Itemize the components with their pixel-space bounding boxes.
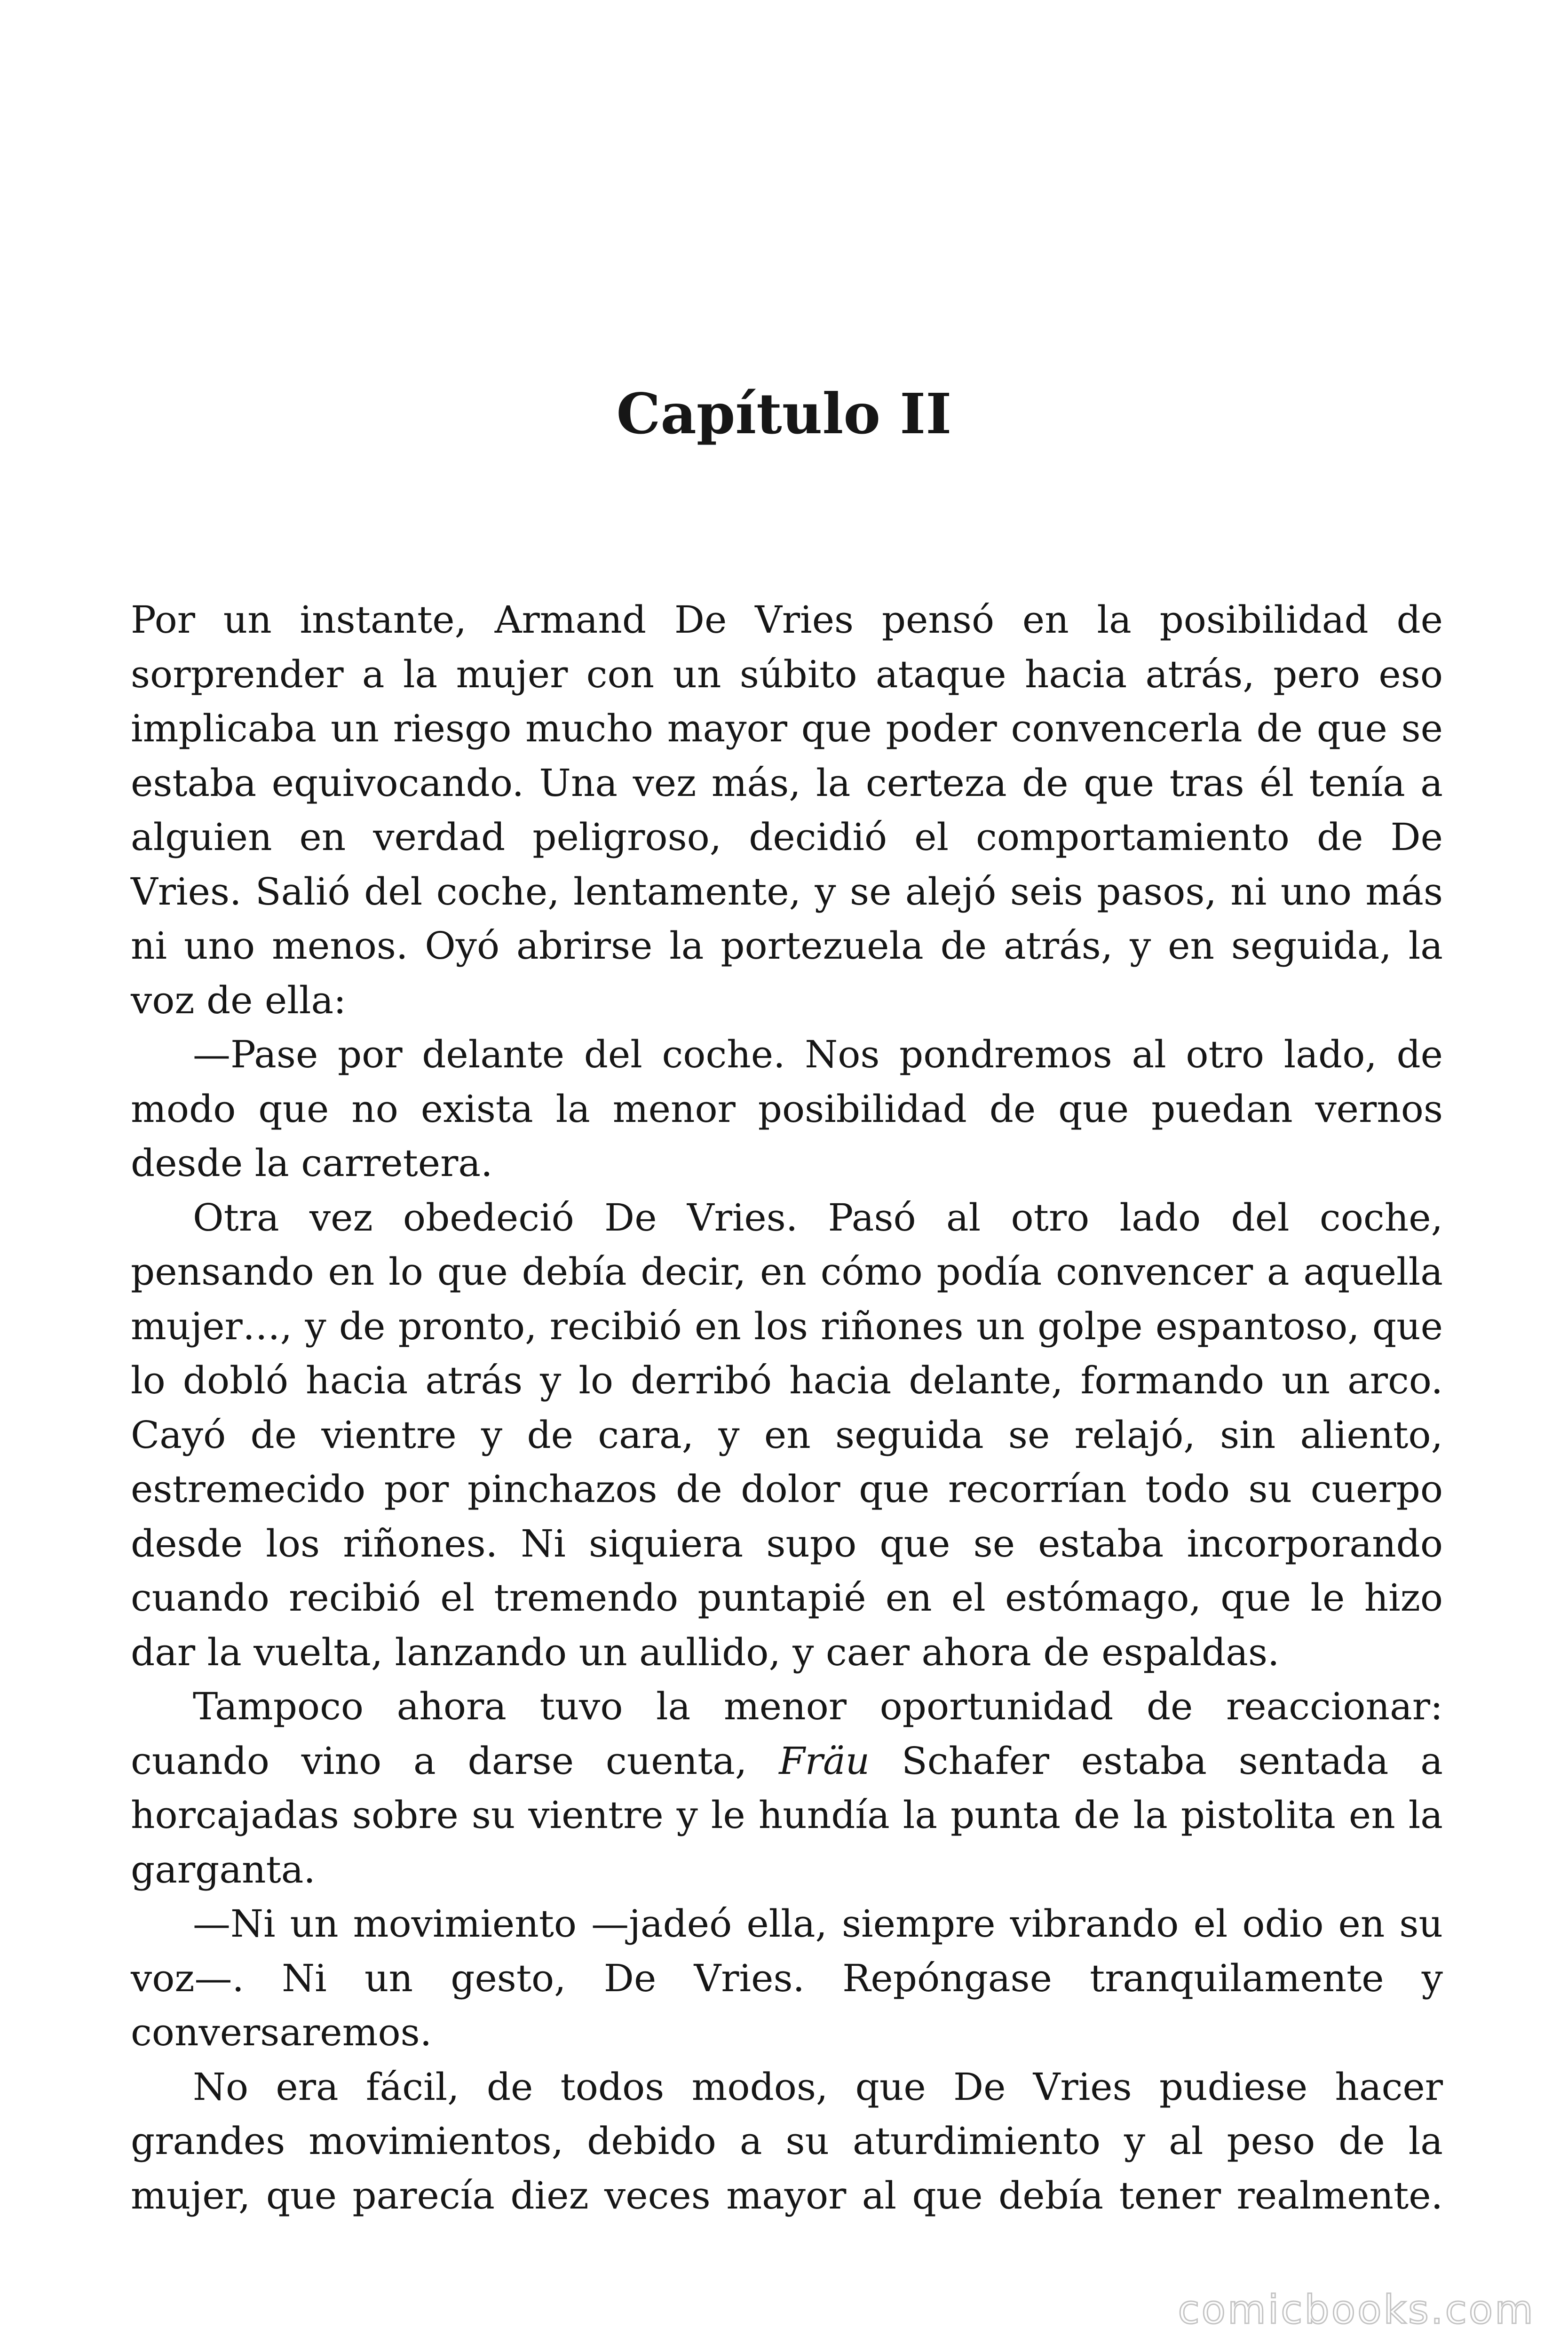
paragraph: —Ni un movimiento —jadeó ella, siempre vibrando el odio en su voz—. Ni un gesto, De Vries. Repóngase tranquilamente y conversaremos. <box>131 1902 1443 2054</box>
paragraph <box>131 1679 1443 1897</box>
paragraph: No era fácil, de todos modos, que De Vries pudiese hacer grandes movimientos, debido a su aturdimiento y al peso de la mujer, que parecía diez veces mayor al que debía tener realmente. <box>131 2065 1443 2217</box>
paragraph-text: Tampoco ahora tuvo la menor oportunidad de reaccionar: cuando vino a darse cuenta, <box>131 1685 1443 1783</box>
chapter-title: Capítulo II <box>616 381 952 446</box>
chapter-body <box>131 593 1443 2223</box>
italic-word: Fräu <box>779 1739 870 1783</box>
paragraph: Por un instante, Armand De Vries pensó en la posibilidad de sorprender a la mujer con un súbito ataque hacia atrás, pero eso implicaba un riesgo mucho mayor que poder convencerla de que se estaba equivocando. Una vez más, la certeza de que tras él tenía a alguien en verdad peligroso, decidió el comportamiento de De Vries. Salió del coche, lentamente, y se alejó seis pasos, ni uno más ni uno menos. Oyó abrirse la portezuela de atrás, y en seguida, la voz de ella: <box>131 598 1443 1022</box>
paragraph-text: Schafer estaba sentada a horcajadas sobre su vientre y le hundía la punta de la pistolita en la garganta. <box>131 1739 1443 1891</box>
paragraph: Otra vez obedeció De Vries. Pasó al otro lado del coche, pensando en lo que debía decir, en cómo podía convencer a aquella mujer…, y de pronto, recibió en los riñones un golpe espantoso, que lo dobló hacia atrás y lo derribó hacia delante, formando un arco. Cayó de vientre y de cara, y en seguida se relajó, sin aliento, estremecido por pinchazos de dolor que recorrían todo su cuerpo desde los riñones. Ni siquiera supo que se estaba incorporando cuando recibió el tremendo puntapié en el estómago, que le hizo dar la vuelta, lanzando un aullido, y caer ahora de espaldas. <box>131 1195 1443 1674</box>
paragraph: —Pase por delante del coche. Nos pondremos al otro lado, de modo que no exista la menor posibilidad de que puedan vernos desde la carretera. <box>131 1033 1443 1185</box>
watermark: comicbooks.com <box>1178 2287 1535 2333</box>
